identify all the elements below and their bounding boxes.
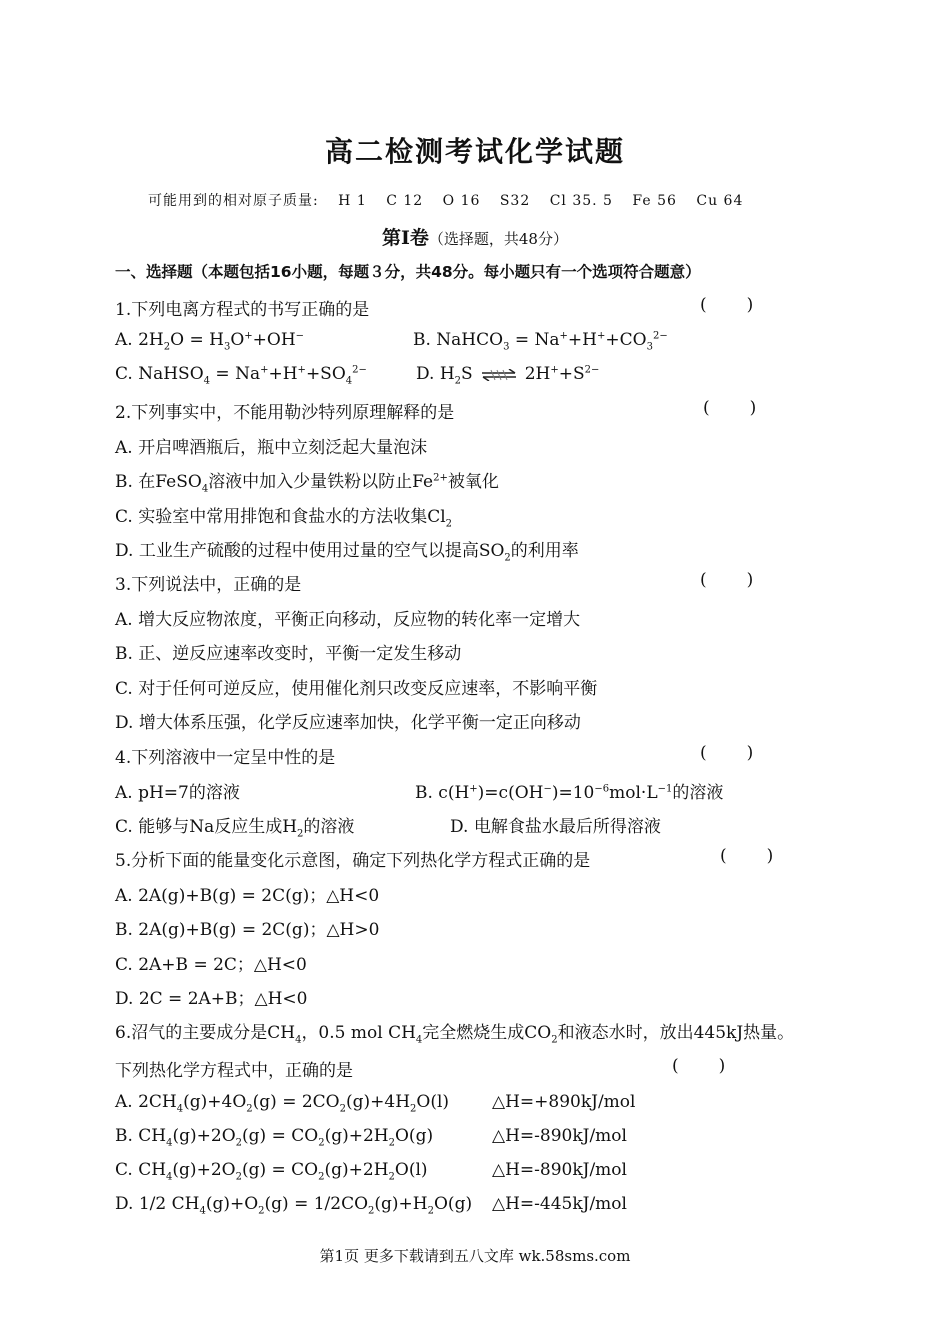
volume-heading bbox=[0, 223, 950, 250]
q2-option-a: A. 开启啤酒瓶后，瓶中立刻泛起大量泡沫 bbox=[115, 438, 428, 458]
q6-answer-blank: ( ) bbox=[672, 1056, 726, 1076]
q4-option-b: B. $c(H^+)=c(OH^-)=10^{-6}mol\cdot L^{-1}$的溶液 bbox=[415, 783, 724, 803]
q6-stem: 6.沼气的主要成分是$CH_4$，0.5 mol $CH_4$完全燃烧生成$CO_2$和液态水时，放出445kJ热量。 bbox=[115, 1023, 795, 1046]
volume-sub: （选择题，共48分） bbox=[428, 230, 568, 248]
q5-option-b: B. 2A(g)+B(g) = 2C(g)；△H>0 bbox=[115, 920, 380, 940]
q4-option-a: A. pH=7的溶液 bbox=[115, 783, 240, 803]
q4-option-c: C. 能够与Na反应生成$H_2$的溶液 bbox=[115, 817, 355, 840]
q4-option-d: D. 电解食盐水最后所得溶液 bbox=[450, 817, 661, 837]
q2-option-b: B. 在FeSO$_4$溶液中加入少量铁粉以防止$Fe^{2+}$被氧化 bbox=[115, 472, 499, 495]
q6-option-b-dh: △H=-890kJ/mol bbox=[492, 1126, 627, 1146]
q1-answer-blank: ( ) bbox=[700, 295, 754, 315]
q4-stem: 4.下列溶液中一定呈中性的是 bbox=[115, 748, 336, 768]
q1-stem: 1.下列电离方程式的书写正确的是 bbox=[115, 300, 370, 320]
atomic-mass-item: H 1 bbox=[338, 193, 367, 209]
q2-stem: 2.下列事实中，不能用勒沙特列原理解释的是 bbox=[115, 403, 455, 423]
q3-option-a: A. 增大反应物浓度，平衡正向移动，反应物的转化率一定增大 bbox=[115, 610, 581, 630]
atomic-mass-item: Cu 64 bbox=[696, 193, 744, 209]
q1-option-a: A. $2H_2O = H_3O^++OH^-$ bbox=[115, 330, 305, 353]
equilibrium-arrow-icon bbox=[481, 369, 517, 381]
q6-stem-2: 下列热化学方程式中，正确的是 bbox=[115, 1061, 353, 1081]
section-heading: 一、选择题（本题包括16小题，每题３分，共48分。每小题只有一个选项符合题意） bbox=[115, 263, 701, 281]
q6-option-c: C. $CH_4(g)+2O_2(g) = CO_2(g)+2H_2O(l)$ bbox=[115, 1160, 428, 1183]
q6-option-a: A. $2CH_4(g)+4O_2(g) = 2CO_2(g)+4H_2O(l)$ bbox=[115, 1092, 450, 1115]
atomic-mass-item: Fe 56 bbox=[632, 193, 677, 209]
q2-answer-blank: ( ) bbox=[703, 398, 757, 418]
q1-option-d: D. $H_2S$ $2H^++S^{2-}$ bbox=[416, 364, 600, 387]
q3-option-d: D. 增大体系压强，化学反应速率加快，化学平衡一定正向移动 bbox=[115, 713, 581, 733]
q3-answer-blank: ( ) bbox=[700, 570, 754, 590]
atomic-mass-item: C 12 bbox=[386, 193, 424, 209]
atomic-mass-item: O 16 bbox=[442, 193, 481, 209]
q5-option-c: C. 2A+B = 2C；△H<0 bbox=[115, 955, 307, 975]
q5-stem: 5.分析下面的能量变化示意图，确定下列热化学方程式正确的是 bbox=[115, 851, 591, 871]
q6-option-d: D. 1/2 $CH_4(g)+O_2(g) = 1/2CO_2(g)+H_2O(g)$ bbox=[115, 1194, 473, 1217]
atomic-mass-item: Cl 35. 5 bbox=[549, 193, 613, 209]
q6-option-c-dh: △H=-890kJ/mol bbox=[492, 1160, 627, 1180]
q3-stem: 3.下列说法中，正确的是 bbox=[115, 575, 302, 595]
page-title: 高二检测考试化学试题 bbox=[324, 135, 625, 168]
atomic-masses-line bbox=[148, 190, 757, 210]
q2-option-d: D. 工业生产硫酸的过程中使用过量的空气以提高$SO_2$的利用率 bbox=[115, 541, 579, 564]
q2-option-c: C. 实验室中常用排饱和食盐水的方法收集$Cl_2$ bbox=[115, 507, 453, 530]
q5-option-a: A. 2A(g)+B(g) = 2C(g)；△H<0 bbox=[115, 886, 380, 906]
q1-option-c: C. NaHSO$_4$ = $Na^++H^++SO_4^{2-}$ bbox=[115, 364, 367, 387]
q5-answer-blank: ( ) bbox=[720, 846, 774, 866]
q6-option-a-dh: △H=+890kJ/mol bbox=[492, 1092, 636, 1112]
q4-answer-blank: ( ) bbox=[700, 743, 754, 763]
q6-option-b: B. $CH_4(g)+2O_2(g) = CO_2(g)+2H_2O(g)$ bbox=[115, 1126, 434, 1149]
q5-option-d: D. 2C = 2A+B；△H<0 bbox=[115, 989, 308, 1009]
q6-option-d-dh: △H=-445kJ/mol bbox=[492, 1194, 627, 1214]
q3-option-b: B. 正、逆反应速率改变时，平衡一定发生移动 bbox=[115, 644, 462, 664]
page-footer: 第1页 更多下载请到五八文库 wk.58sms.com bbox=[319, 1247, 631, 1265]
atomic-masses-label: 可能用到的相对原子质量: bbox=[148, 193, 319, 209]
q3-option-c: C. 对于任何可逆反应，使用催化剂只改变反应速率，不影响平衡 bbox=[115, 679, 598, 699]
volume-main: 第Ⅰ卷 bbox=[382, 227, 429, 249]
q1-option-b: B. NaHCO$_3$ = $Na^++H^++CO_3^{2-}$ bbox=[413, 330, 668, 353]
atomic-mass-item: S32 bbox=[499, 193, 531, 209]
